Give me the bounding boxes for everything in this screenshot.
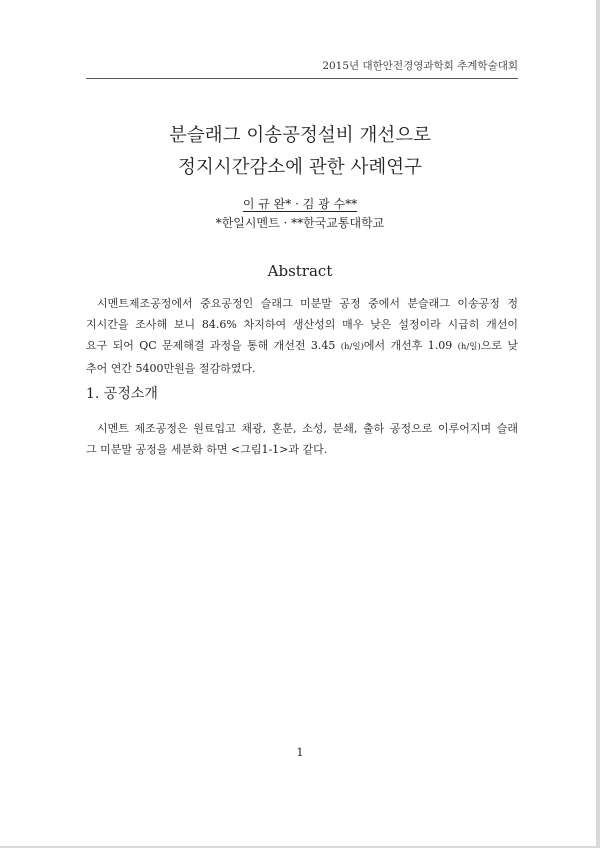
author-names: 이 규 완* · 김 광 수** [242, 197, 358, 211]
abstract-heading: Abstract [267, 262, 333, 280]
section-body [86, 418, 518, 460]
abstract-line-1: 시멘트제조공정에서 중요공정인 슬래그 미분말 공정 중에서 분슬래그 이송공정 정 [97, 297, 518, 310]
title-line-1: 분슬래그 이송공정설비 개선으로 [169, 125, 431, 146]
unit-after: (h/일) [457, 342, 481, 352]
abstract-line-4: 추어 연간 5400만원을 절감하였다. [86, 362, 256, 375]
section-heading: 1. 공정소개 [86, 386, 158, 402]
author-block [0, 195, 600, 233]
abstract-body [86, 293, 518, 379]
abstract-line-3-c: 으로 낮 [480, 339, 518, 352]
running-header: 2015년 대한안전경영과학회 추계학술대회 [86, 58, 518, 79]
abstract-line-3-a: 요구 되어 QC 문제해결 과정을 통해 개선전 3.45 [86, 339, 341, 352]
author-affiliations: *한일시멘트 · **한국교통대학교 [215, 216, 385, 230]
page-number: 1 [296, 746, 304, 759]
section-line-2: 그 미분말 공정을 세분화 하면 <그림1-1>과 같다. [86, 443, 328, 456]
paper-title [0, 120, 600, 184]
abstract-line-2: 지시간을 조사해 보니 84.6% 차지하여 생산성의 매우 낮은 설정이라 시급히 개선이 [86, 318, 518, 331]
section-line-1: 시멘트 제조공정은 원료입고 채광, 혼분, 소성, 분쇄, 출하 공정으로 이루어지며 슬래 [97, 422, 518, 435]
abstract-line-3-b: 에서 개선후 1.09 [363, 339, 458, 352]
abstract-line-3 [86, 335, 518, 358]
title-line-2: 정지시간감소에 관한 사례연구 [177, 157, 423, 178]
unit-before: (h/일) [340, 342, 364, 352]
